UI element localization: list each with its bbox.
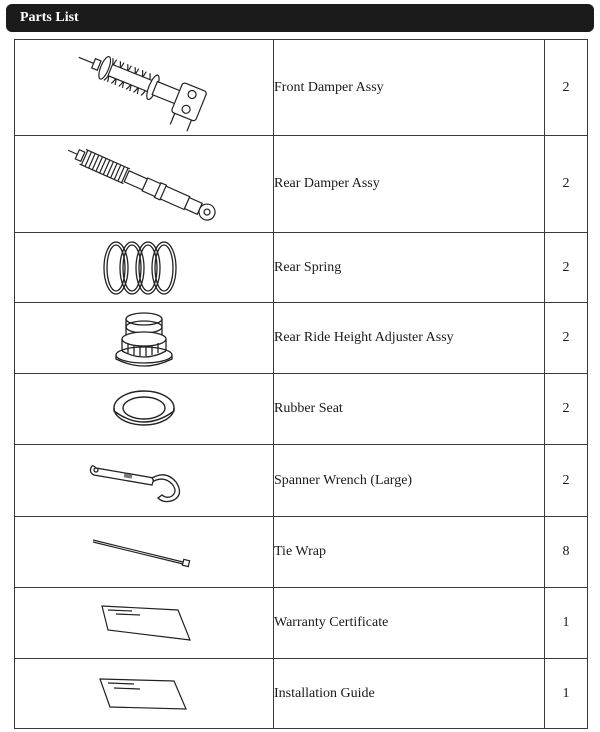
part-name: Tie Wrap	[274, 517, 545, 588]
part-image-cell	[15, 233, 274, 303]
part-name: Spanner Wrench (Large)	[274, 445, 545, 517]
part-image-cell	[15, 517, 274, 588]
part-name: Rubber Seat	[274, 374, 545, 445]
ride-height-adjuster-icon	[104, 305, 184, 371]
part-image-cell	[15, 445, 274, 517]
table-row	[15, 659, 588, 729]
installation-guide-icon	[94, 669, 194, 719]
table-row	[15, 374, 588, 445]
table-row	[15, 40, 588, 136]
part-name: Rear Spring	[274, 233, 545, 303]
rear-spring-icon	[94, 236, 194, 300]
rear-damper-assy-icon	[59, 140, 229, 228]
table-row	[15, 233, 588, 303]
part-name: Rear Ride Height Adjuster Assy	[274, 303, 545, 374]
tie-wrap-icon	[89, 532, 199, 572]
table-row	[15, 588, 588, 659]
part-qty: 2	[545, 303, 588, 374]
parts-list-header	[6, 4, 594, 32]
part-image-cell	[15, 659, 274, 729]
table-row	[15, 517, 588, 588]
part-image-cell	[15, 374, 274, 445]
front-damper-assy-icon	[64, 44, 224, 132]
part-image-cell	[15, 588, 274, 659]
warranty-certificate-icon	[94, 598, 194, 648]
part-image-cell	[15, 303, 274, 374]
part-qty: 2	[545, 374, 588, 445]
part-qty: 8	[545, 517, 588, 588]
part-name: Front Damper Assy	[274, 40, 545, 136]
part-qty: 1	[545, 588, 588, 659]
part-qty: 1	[545, 659, 588, 729]
part-qty: 2	[545, 136, 588, 233]
spanner-wrench-icon	[84, 456, 204, 506]
part-image-cell	[15, 40, 274, 136]
part-name: Rear Damper Assy	[274, 136, 545, 233]
part-qty: 2	[545, 233, 588, 303]
table-row	[15, 136, 588, 233]
part-qty: 2	[545, 40, 588, 136]
part-name: Warranty Certificate	[274, 588, 545, 659]
table-row	[15, 445, 588, 517]
parts-table	[14, 39, 588, 729]
part-name: Installation Guide	[274, 659, 545, 729]
part-image-cell	[15, 136, 274, 233]
rubber-seat-icon	[104, 384, 184, 434]
table-row	[15, 303, 588, 374]
header-title: Parts List	[20, 10, 79, 25]
part-qty: 2	[545, 445, 588, 517]
